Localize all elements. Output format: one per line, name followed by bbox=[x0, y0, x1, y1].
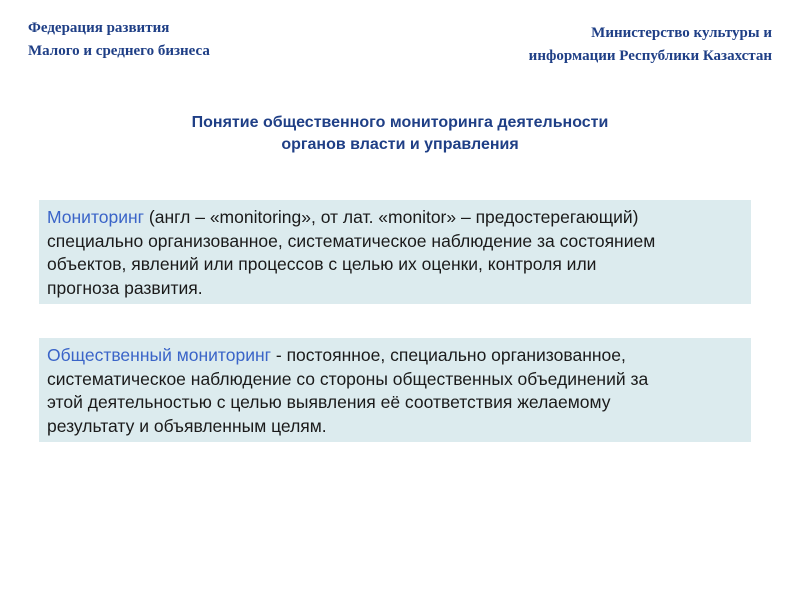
definition-term: Мониторинг bbox=[47, 207, 145, 227]
slide-title-line-1: Понятие общественного мониторинга деятельности bbox=[191, 114, 609, 131]
definition-line bbox=[47, 344, 743, 368]
definition-line: прогноза развития. bbox=[47, 277, 203, 298]
definition-text: - постоянное, специально организованное, bbox=[271, 345, 626, 365]
slide-title bbox=[0, 112, 800, 156]
right-org-line-2: информации Республики Казахстан bbox=[528, 48, 772, 64]
right-organization-name bbox=[529, 22, 772, 68]
left-org-line-2: Малого и среднего бизнеса bbox=[28, 43, 210, 59]
right-org-line-1: Министерство культуры и bbox=[591, 25, 772, 41]
definition-card-monitoring bbox=[39, 200, 751, 304]
slide-title-line-2: органов власти и управления bbox=[281, 136, 519, 153]
definition-line: результату и объявленным целям. bbox=[47, 415, 327, 436]
definition-term: Общественный мониторинг bbox=[47, 345, 272, 365]
left-organization-name bbox=[28, 17, 210, 63]
definition-line: систематическое наблюдение со стороны общественных объединений за bbox=[47, 368, 649, 389]
definition-line: специально организованное, систематическое наблюдение за состоянием bbox=[47, 230, 656, 251]
definition-line: объектов, явлений или процессов с целью их оценки, контроля или bbox=[47, 254, 597, 274]
definition-text: (англ – «monitoring», от лат. «monitor» – предостерегающий) bbox=[144, 207, 639, 227]
definition-line bbox=[47, 206, 743, 230]
definition-card-public-monitoring bbox=[39, 338, 751, 442]
left-org-line-1: Федерация развития bbox=[28, 20, 170, 36]
definition-line: этой деятельностью с целью выявления её соответствия желаемому bbox=[47, 392, 611, 412]
